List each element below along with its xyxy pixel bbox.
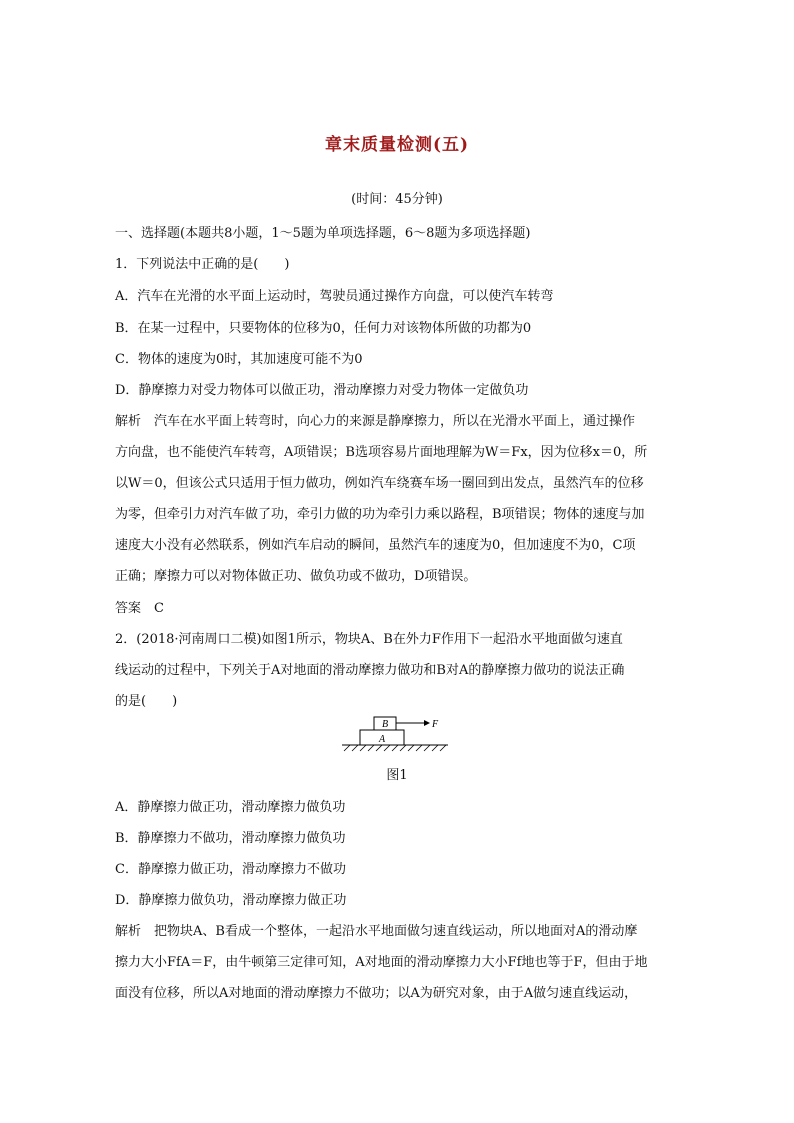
q1-analysis-line: 解析 汽车在水平面上转弯时，向心力的来源是静摩擦力，所以在光滑水平面上，通过操作 bbox=[115, 414, 636, 429]
q2-analysis-line: 擦力大小FfA＝F，由牛顿第三定律可知，A对地面的滑动摩擦力大小Ff地也等于F，但由于地 bbox=[115, 955, 648, 970]
q1-option-d: D．静摩擦力对受力物体可以做正功，滑动摩擦力对受力物体一定做负功 bbox=[115, 383, 529, 398]
block-b-label: B bbox=[381, 719, 389, 730]
q1-option-a: A．汽车在光滑的水平面上运动时，驾驶员通过操作方向盘，可以使汽车转弯 bbox=[115, 289, 554, 304]
force-label: F bbox=[432, 719, 439, 730]
question-2-stem: 线运动的过程中，下列关于A对地面的滑动摩擦力做功和B对A的静摩擦力做功的说法正确 bbox=[115, 663, 625, 678]
question-1-stem: 1．下列说法中正确的是( ) bbox=[115, 257, 290, 272]
figure-1-blocks bbox=[340, 713, 450, 753]
force-arrow-head bbox=[424, 720, 430, 726]
q1-answer: 答案 C bbox=[115, 601, 164, 616]
figure-caption: 图1 bbox=[386, 768, 408, 783]
question-2-stem: 2．(2018·河南周口二模)如图1所示，物块A、B在外力F作用下一起沿水平地面做匀速直 bbox=[115, 632, 623, 647]
q2-option-c: C．静摩擦力做正功，滑动摩擦力不做功 bbox=[115, 862, 346, 877]
q2-option-d: D．静摩擦力做负功，滑动摩擦力做正功 bbox=[115, 893, 347, 908]
question-2-stem: 的是( ) bbox=[115, 694, 178, 709]
q2-option-a: A．静摩擦力做正功，滑动摩擦力做负功 bbox=[115, 800, 346, 815]
q2-option-b: B．静摩擦力不做功，滑动摩擦力做负功 bbox=[115, 831, 346, 846]
q2-analysis-line: 解析 把物块A、B看成一个整体，一起沿水平地面做匀速直线运动，所以地面对A的滑动摩 bbox=[115, 924, 638, 939]
block-a-label: A bbox=[378, 734, 386, 745]
section-heading: 一、选择题(本题共8小题，1～5题为单项选择题，6～8题为多项选择题) bbox=[115, 226, 531, 241]
page-title: 章末质量检测(五) bbox=[324, 135, 470, 155]
ground-hatching bbox=[344, 745, 446, 751]
exam-time: (时间：45分钟) bbox=[351, 192, 443, 207]
q2-analysis-line: 面没有位移，所以A对地面的滑动摩擦力不做功；以A为研究对象，由于A做匀速直线运动， bbox=[115, 986, 638, 1001]
q1-analysis-line: 正确；摩擦力可以对物体做正功、做负功或不做功，D项错误。 bbox=[115, 569, 477, 584]
q1-analysis-line: 以W＝0，但该公式只适用于恒力做功，例如汽车绕赛车场一圈回到出发点，虽然汽车的位移 bbox=[115, 476, 644, 491]
q1-analysis-line: 为零，但牵引力对汽车做了功，牵引力做的功为牵引力乘以路程，B项错误；物体的速度与加 bbox=[115, 507, 645, 522]
q1-analysis-line: 速度大小没有必然联系，例如汽车启动的瞬间，虽然汽车的速度为0，但加速度不为0，C项 bbox=[115, 538, 636, 553]
q1-option-c: C．物体的速度为0时，其加速度可能不为0 bbox=[115, 352, 363, 367]
q1-option-b: B．在某一过程中，只要物体的位移为0，任何力对该物体所做的功都为0 bbox=[115, 321, 532, 336]
q1-analysis-line: 方向盘，也不能使汽车转弯，A项错误；B选项容易片面地理解为W＝Fx，因为位移x＝0，所 bbox=[115, 445, 648, 460]
